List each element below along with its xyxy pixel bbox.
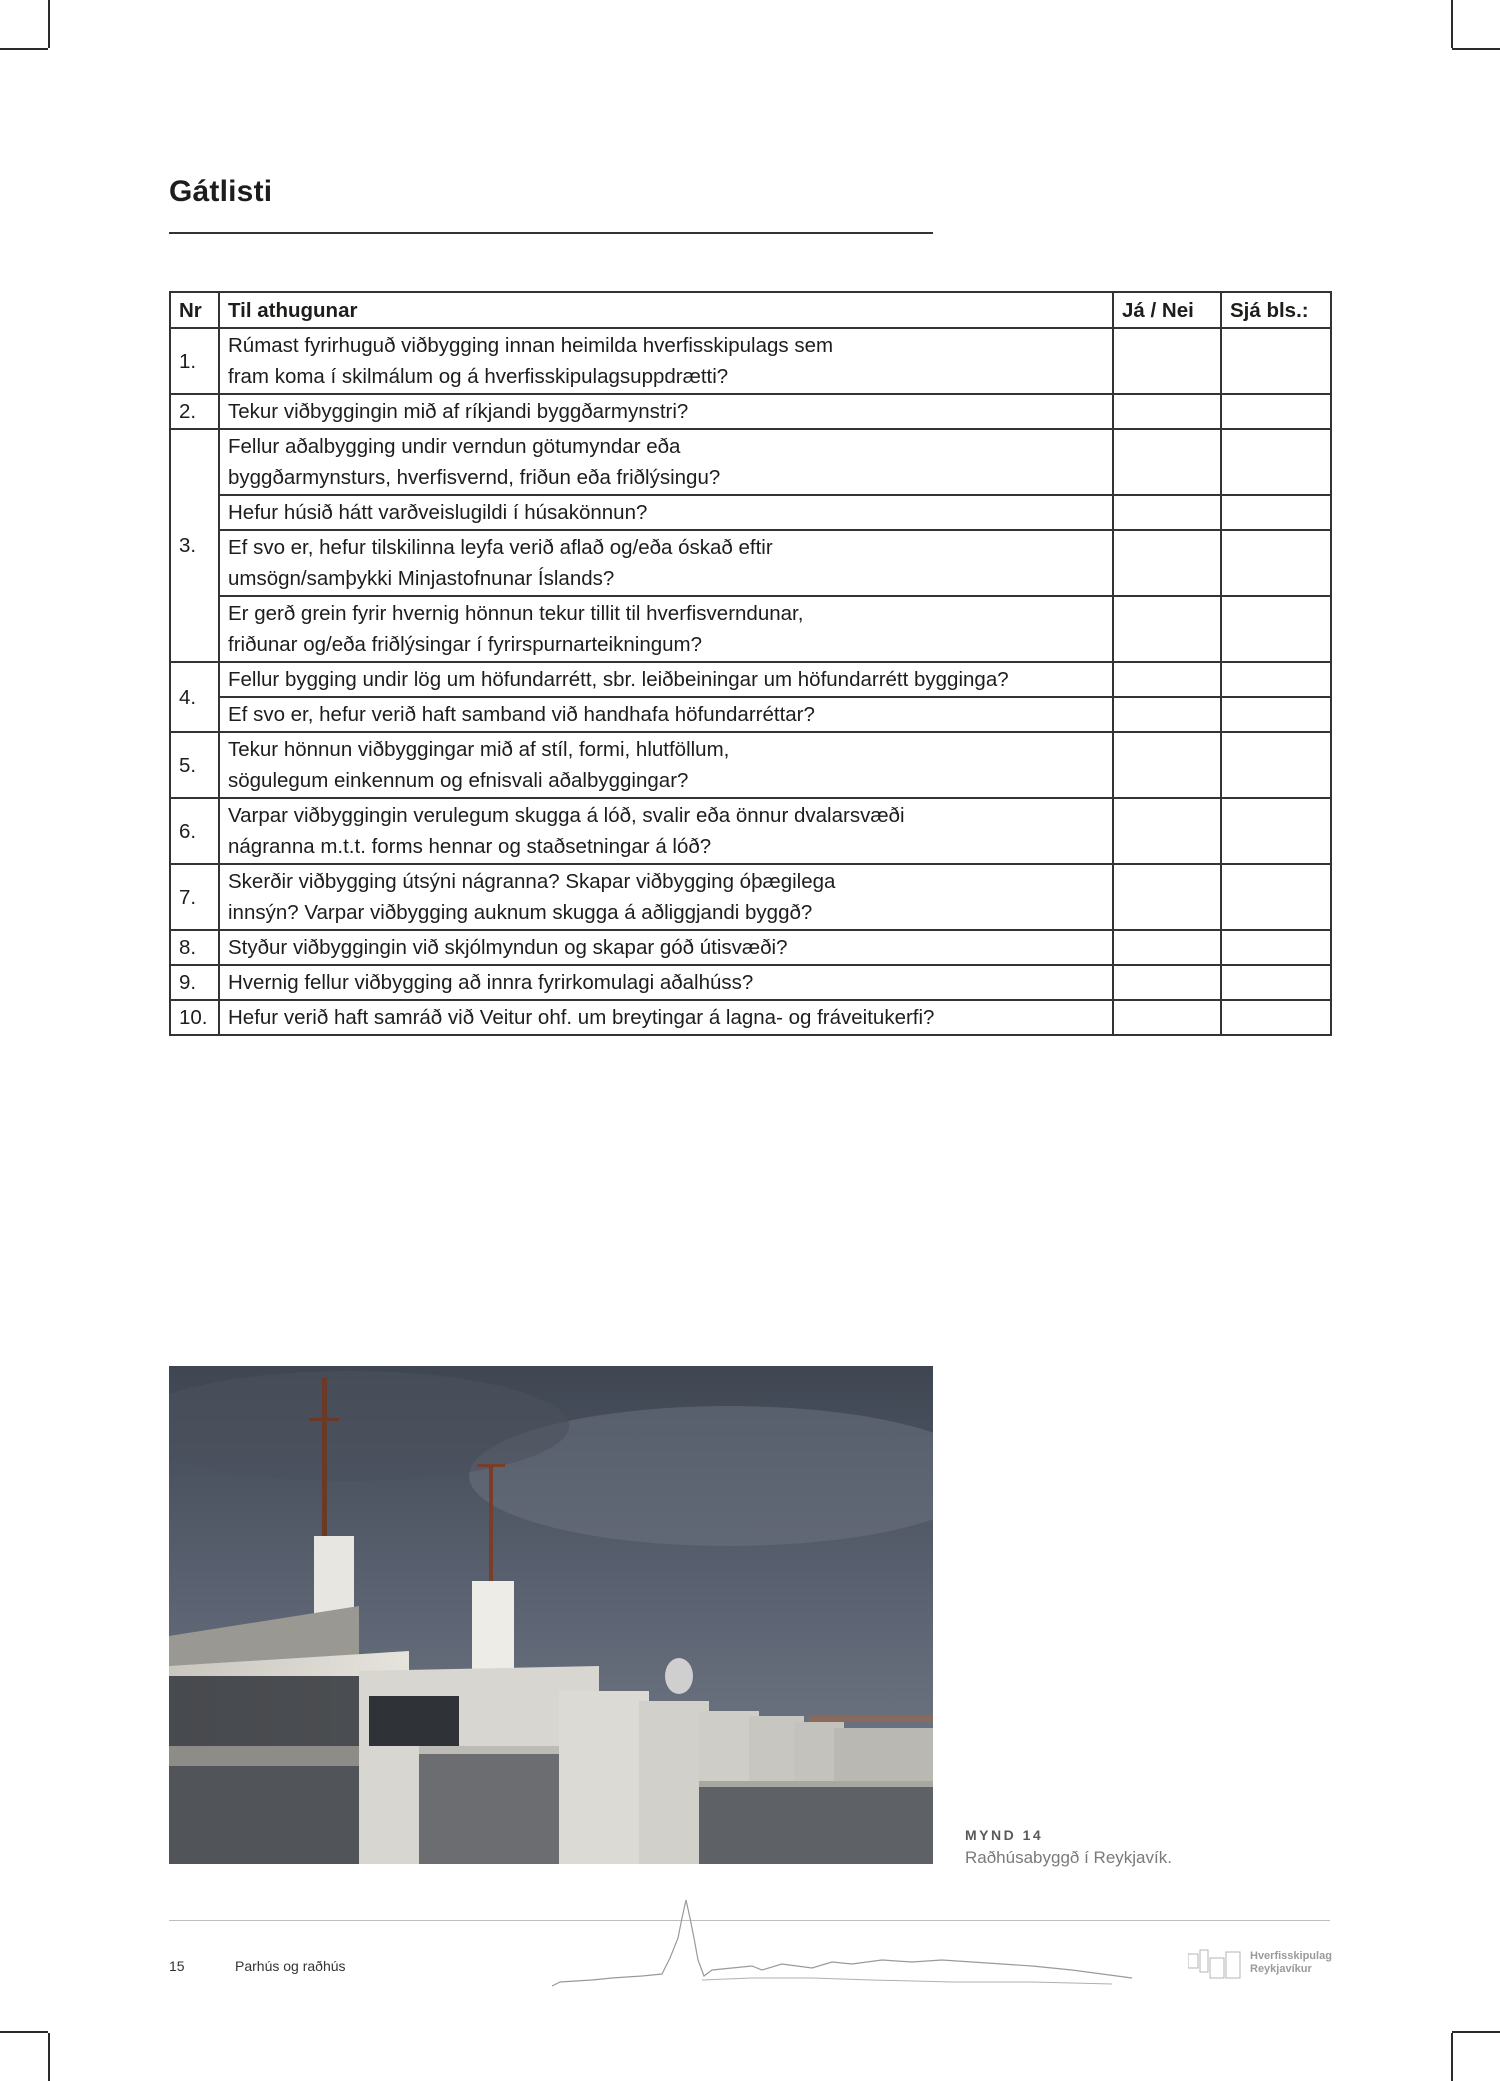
see-page-cell[interactable] <box>1221 429 1331 495</box>
see-page-cell[interactable] <box>1221 530 1331 596</box>
table-row <box>170 864 1331 930</box>
row-text <box>219 697 1113 732</box>
see-page-cell[interactable] <box>1221 798 1331 864</box>
section-name: Parhús og raðhús <box>235 1958 346 1974</box>
crop-mark <box>48 0 50 48</box>
yes-no-cell[interactable] <box>1113 394 1221 429</box>
row-number: 5. <box>170 732 219 798</box>
row-text-line: sögulegum einkennum og efnisvali aðalbyggingar? <box>228 769 689 792</box>
page-title: Gátlisti <box>169 175 273 208</box>
row-number: 1. <box>170 328 219 394</box>
yes-no-cell[interactable] <box>1113 662 1221 697</box>
yes-no-cell[interactable] <box>1113 429 1221 495</box>
title-divider <box>169 232 933 234</box>
table-row <box>170 662 1331 697</box>
row-number: 6. <box>170 798 219 864</box>
yes-no-cell[interactable] <box>1113 328 1221 394</box>
page-number: 15 <box>169 1958 185 1974</box>
row-text-line: Tekur hönnun viðbyggingar mið af stíl, formi, hlutföllum, <box>228 738 730 761</box>
crop-mark <box>1451 0 1453 48</box>
row-text-line: Fellur bygging undir lög um höfundarrétt, sbr. leiðbeiningar um höfundarrétt bygginga? <box>228 668 1009 691</box>
row-text <box>219 732 1113 798</box>
see-page-cell[interactable] <box>1221 864 1331 930</box>
header-see-page: Sjá bls.: <box>1221 292 1331 328</box>
row-number: 10. <box>170 1000 219 1035</box>
table-row <box>170 429 1331 495</box>
row-text-line: byggðarmynsturs, hverfisvernd, friðun eða friðlýsingu? <box>228 466 721 489</box>
crop-mark <box>1452 2031 1500 2033</box>
yes-no-cell[interactable] <box>1113 864 1221 930</box>
row-text <box>219 965 1113 1000</box>
table-row <box>170 798 1331 864</box>
yes-no-cell[interactable] <box>1113 1000 1221 1035</box>
row-text-line: Varpar viðbyggingin verulegum skugga á lóð, svalir eða önnur dvalarsvæði <box>228 804 905 827</box>
table-row <box>170 965 1331 1000</box>
table-row <box>170 1000 1331 1035</box>
row-number: 9. <box>170 965 219 1000</box>
row-text <box>219 662 1113 697</box>
header-yes-no: Já / Nei <box>1113 292 1221 328</box>
row-number: 7. <box>170 864 219 930</box>
row-text-line: Hefur verið haft samráð við Veitur ohf. um breytingar á lagna- og fráveitukerfi? <box>228 1006 935 1029</box>
see-page-cell[interactable] <box>1221 965 1331 1000</box>
table-row <box>170 732 1331 798</box>
see-page-cell[interactable] <box>1221 495 1331 530</box>
row-text <box>219 328 1113 394</box>
row-text-line: Er gerð grein fyrir hvernig hönnun tekur tillit til hverfisverndunar, <box>228 602 804 625</box>
see-page-cell[interactable] <box>1221 328 1331 394</box>
see-page-cell[interactable] <box>1221 732 1331 798</box>
table-row <box>170 530 1331 596</box>
row-text-line: Tekur viðbyggingin mið af ríkjandi byggðarmynstri? <box>228 400 689 423</box>
yes-no-cell[interactable] <box>1113 596 1221 662</box>
table-row <box>170 596 1331 662</box>
row-text <box>219 930 1113 965</box>
crop-mark <box>1452 48 1500 50</box>
row-text-line: fram koma í skilmálum og á hverfisskipulagsuppdrætti? <box>228 365 729 388</box>
yes-no-cell[interactable] <box>1113 530 1221 596</box>
logo-line: Hverfisskipulag <box>1250 1950 1332 1962</box>
row-number: 4. <box>170 662 219 732</box>
figure-photo <box>169 1366 933 1864</box>
yes-no-cell[interactable] <box>1113 965 1221 1000</box>
yes-no-cell[interactable] <box>1113 495 1221 530</box>
see-page-cell[interactable] <box>1221 596 1331 662</box>
row-text <box>219 495 1113 530</box>
crop-mark <box>1451 2033 1453 2081</box>
row-text-line: nágranna m.t.t. forms hennar og staðsetningar á lóð? <box>228 835 712 858</box>
yes-no-cell[interactable] <box>1113 798 1221 864</box>
row-text-line: Styður viðbyggingin við skjólmyndun og skapar góð útisvæði? <box>228 936 788 959</box>
table-row <box>170 328 1331 394</box>
row-text <box>219 864 1113 930</box>
logo-text <box>1250 1950 1332 1976</box>
row-text-line: Ef svo er, hefur tilskilinna leyfa verið aflað og/eða óskað eftir <box>228 536 773 559</box>
row-text-line: Fellur aðalbygging undir verndun götumyndar eða <box>228 435 681 458</box>
row-text <box>219 394 1113 429</box>
row-text <box>219 596 1113 662</box>
city-skyline-illustration <box>552 1898 1132 1990</box>
row-text <box>219 1000 1113 1035</box>
row-text-line: Hefur húsið hátt varðveislugildi í húsakönnun? <box>228 501 648 524</box>
row-text <box>219 530 1113 596</box>
row-text-line: Ef svo er, hefur verið haft samband við handhafa höfundarréttar? <box>228 703 815 726</box>
terraced-houses-photo <box>169 1366 933 1864</box>
row-text-line: Rúmast fyrirhuguð viðbygging innan heimilda hverfisskipulags sem <box>228 334 834 357</box>
crop-mark <box>48 2033 50 2081</box>
see-page-cell[interactable] <box>1221 394 1331 429</box>
see-page-cell[interactable] <box>1221 662 1331 697</box>
see-page-cell[interactable] <box>1221 930 1331 965</box>
header-item: Til athugunar <box>219 292 1113 328</box>
row-number: 8. <box>170 930 219 965</box>
table-row <box>170 394 1331 429</box>
yes-no-cell[interactable] <box>1113 732 1221 798</box>
table-row <box>170 495 1331 530</box>
table-header-row <box>170 292 1331 328</box>
figure-caption: Raðhúsabyggð í Reykjavík. <box>965 1848 1172 1867</box>
table-row <box>170 697 1331 732</box>
logo-line: Reykjavíkur <box>1250 1963 1312 1975</box>
row-text <box>219 798 1113 864</box>
yes-no-cell[interactable] <box>1113 697 1221 732</box>
yes-no-cell[interactable] <box>1113 930 1221 965</box>
row-number: 2. <box>170 394 219 429</box>
row-text-line: friðunar og/eða friðlýsingar í fyrirspurnarteikningum? <box>228 633 703 656</box>
row-text-line: Hvernig fellur viðbygging að innra fyrirkomulagi aðalhúss? <box>228 971 754 994</box>
row-text-line: umsögn/samþykki Minjastofnunar Íslands? <box>228 567 615 590</box>
table-row <box>170 930 1331 965</box>
see-page-cell[interactable] <box>1221 697 1331 732</box>
row-number: 3. <box>170 429 219 662</box>
checklist-table <box>169 291 1332 1036</box>
crop-mark <box>0 48 48 50</box>
header-nr: Nr <box>170 292 219 328</box>
figure-label: MYND 14 <box>965 1827 1044 1843</box>
see-page-cell[interactable] <box>1221 1000 1331 1035</box>
row-text <box>219 429 1113 495</box>
row-text-line: innsýn? Varpar viðbygging auknum skugga á aðliggjandi byggð? <box>228 901 813 924</box>
crop-mark <box>0 2031 48 2033</box>
row-text-line: Skerðir viðbygging útsýni nágranna? Skapar viðbygging óþægilega <box>228 870 836 893</box>
